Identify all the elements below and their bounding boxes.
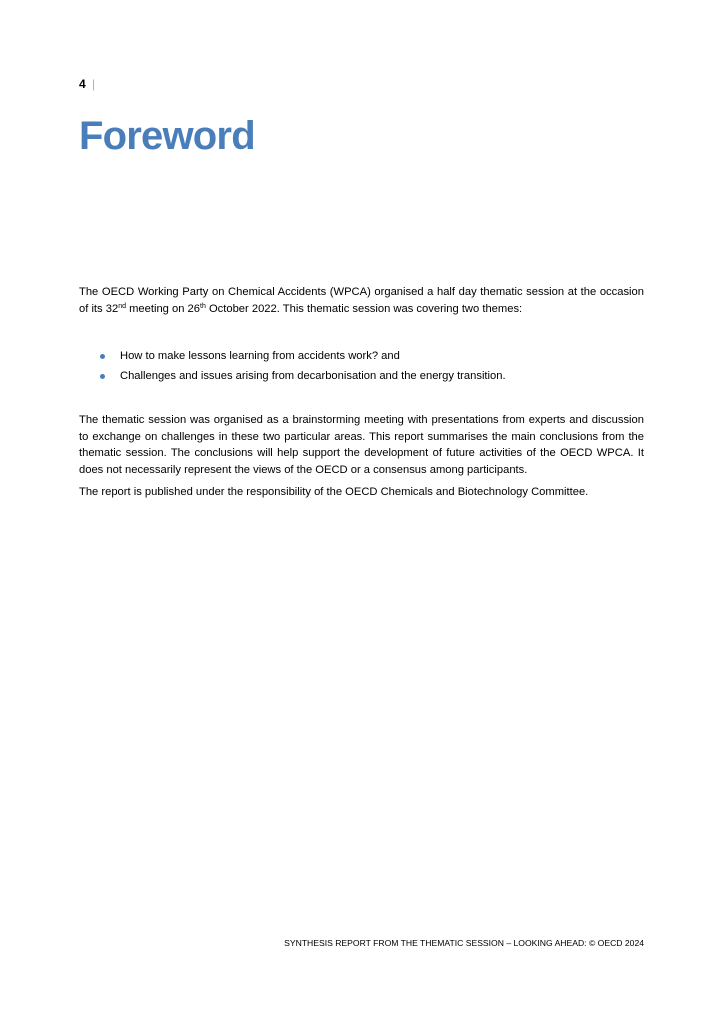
list-item xyxy=(79,368,644,385)
theme-text: Challenges and issues arising from decarbonisation and the energy transition. xyxy=(120,369,506,382)
intro-superscript-th: th xyxy=(200,302,206,310)
body-paragraph-3: The report is published under the responsibility of the OECD Chemicals and Biotechnology Committee. xyxy=(79,486,589,498)
bullet-dot-icon xyxy=(100,374,105,379)
themes-list xyxy=(79,348,644,384)
page-footer: SYNTHESIS REPORT FROM THE THEMATIC SESSION – LOOKING AHEAD: © OECD 2024 xyxy=(284,938,644,948)
intro-text-2: meeting on 26 xyxy=(125,302,200,315)
intro-text-1: The OECD Working Party on Chemical Accidents (WPCA) organised a half day thematic session at the occasion of its 32 xyxy=(79,286,644,315)
body-paragraph-2: The thematic session was organised as a brainstorming meeting with presentations from experts and discussion to exchange on challenges in these two particular areas. This report summarises the main conclusions from the thematic session. The conclusions will help support the development of future activities of the OECD WPCA. It does not necessarily represent the views of the OECD or a consensus among participants. xyxy=(79,414,644,476)
theme-text: How to make lessons learning from accidents work? and xyxy=(120,350,400,362)
main-content xyxy=(79,284,644,501)
intro-paragraph xyxy=(79,284,644,317)
page-number-separator: | xyxy=(92,77,96,91)
intro-text-3: October 2022. This thematic session was covering two themes: xyxy=(205,302,523,315)
page-number: 4 xyxy=(79,77,86,91)
bullet-dot-icon xyxy=(100,354,105,359)
page-header xyxy=(79,77,95,91)
list-item xyxy=(79,348,644,365)
page-title: Foreword xyxy=(79,114,255,158)
intro-superscript-nd: nd xyxy=(118,302,126,310)
